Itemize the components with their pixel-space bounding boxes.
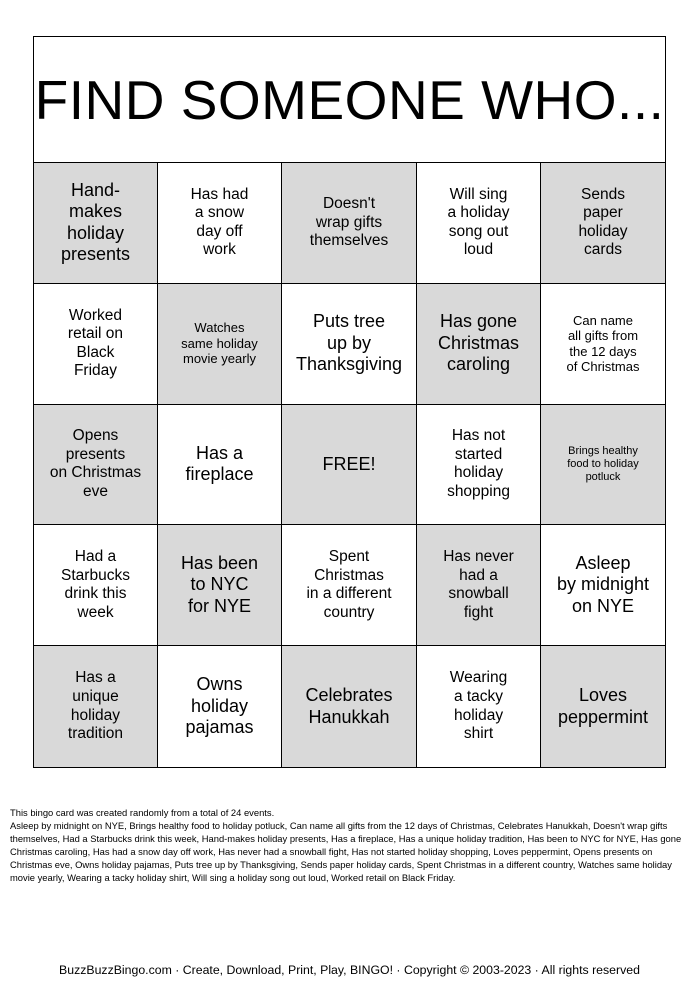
- bingo-cell: Asleep by midnight on NYE: [541, 525, 665, 646]
- bingo-cell: Hand-makes holiday presents: [34, 163, 158, 284]
- bingo-cell: Owns holiday pajamas: [158, 646, 282, 767]
- card-summary: This bingo card was created randomly from a total of 24 events.: [10, 807, 275, 818]
- bingo-cell: Has not started holiday shopping: [417, 405, 541, 526]
- bingo-grid: [34, 163, 665, 767]
- bingo-cell: Has been to NYC for NYE: [158, 525, 282, 646]
- bingo-cell: Doesn't wrap gifts themselves: [282, 163, 417, 284]
- events-list: Asleep by midnight on NYE, Brings healthy food to holiday potluck, Can name all gifts from the 12 days of Christmas, Celebrates Hanukkah, Doesn't wrap gifts themselves, Had a Starbucks drink this week, Hand-makes holiday presents, Has a fireplace, Has a unique holiday tradition, Has been to NYC for NYE, Has gone Christmas caroling, Has had a snow day off work, Has never had a snowball fight, Has not started holiday shopping, Loves peppermint, Opens presents on Christmas eve, Owns holiday pajamas, Puts tree up by Thanksgiving, Sends paper holiday cards, Spent Christmas in a different country, Watches same holiday movie yearly, Wearing a tacky holiday shirt, Will sing a holiday song out loud, Worked retail on Black Friday.: [10, 819, 682, 883]
- bingo-cell: Has a unique holiday tradition: [34, 646, 158, 767]
- card-info: [10, 807, 692, 885]
- bingo-cell: Brings healthy food to holiday potluck: [541, 405, 665, 526]
- bingo-cell: Watches same holiday movie yearly: [158, 284, 282, 405]
- page-footer: BuzzBuzzBingo.com · Create, Download, Print, Play, BINGO! · Copyright © 2003-2023 · All rights reserved: [59, 963, 640, 977]
- bingo-cell: Puts tree up by Thanksgiving: [282, 284, 417, 405]
- bingo-cell: Sends paper holiday cards: [541, 163, 665, 284]
- bingo-cell: Wearing a tacky holiday shirt: [417, 646, 541, 767]
- bingo-cell: Will sing a holiday song out loud: [417, 163, 541, 284]
- bingo-cell: Has never had a snowball fight: [417, 525, 541, 646]
- bingo-cell: Had a Starbucks drink this week: [34, 525, 158, 646]
- bingo-cell: FREE!: [282, 405, 417, 526]
- bingo-card: [33, 36, 666, 768]
- bingo-cell: Can name all gifts from the 12 days of Christmas: [541, 284, 665, 405]
- bingo-cell: Has had a snow day off work: [158, 163, 282, 284]
- bingo-cell: Worked retail on Black Friday: [34, 284, 158, 405]
- bingo-cell: Celebrates Hanukkah: [282, 646, 417, 767]
- bingo-cell: Loves peppermint: [541, 646, 665, 767]
- bingo-cell: Has gone Christmas caroling: [417, 284, 541, 405]
- bingo-cell: Has a fireplace: [158, 405, 282, 526]
- card-title: FIND SOMEONE WHO...: [34, 37, 665, 163]
- bingo-cell: Opens presents on Christmas eve: [34, 405, 158, 526]
- bingo-cell: Spent Christmas in a different country: [282, 525, 417, 646]
